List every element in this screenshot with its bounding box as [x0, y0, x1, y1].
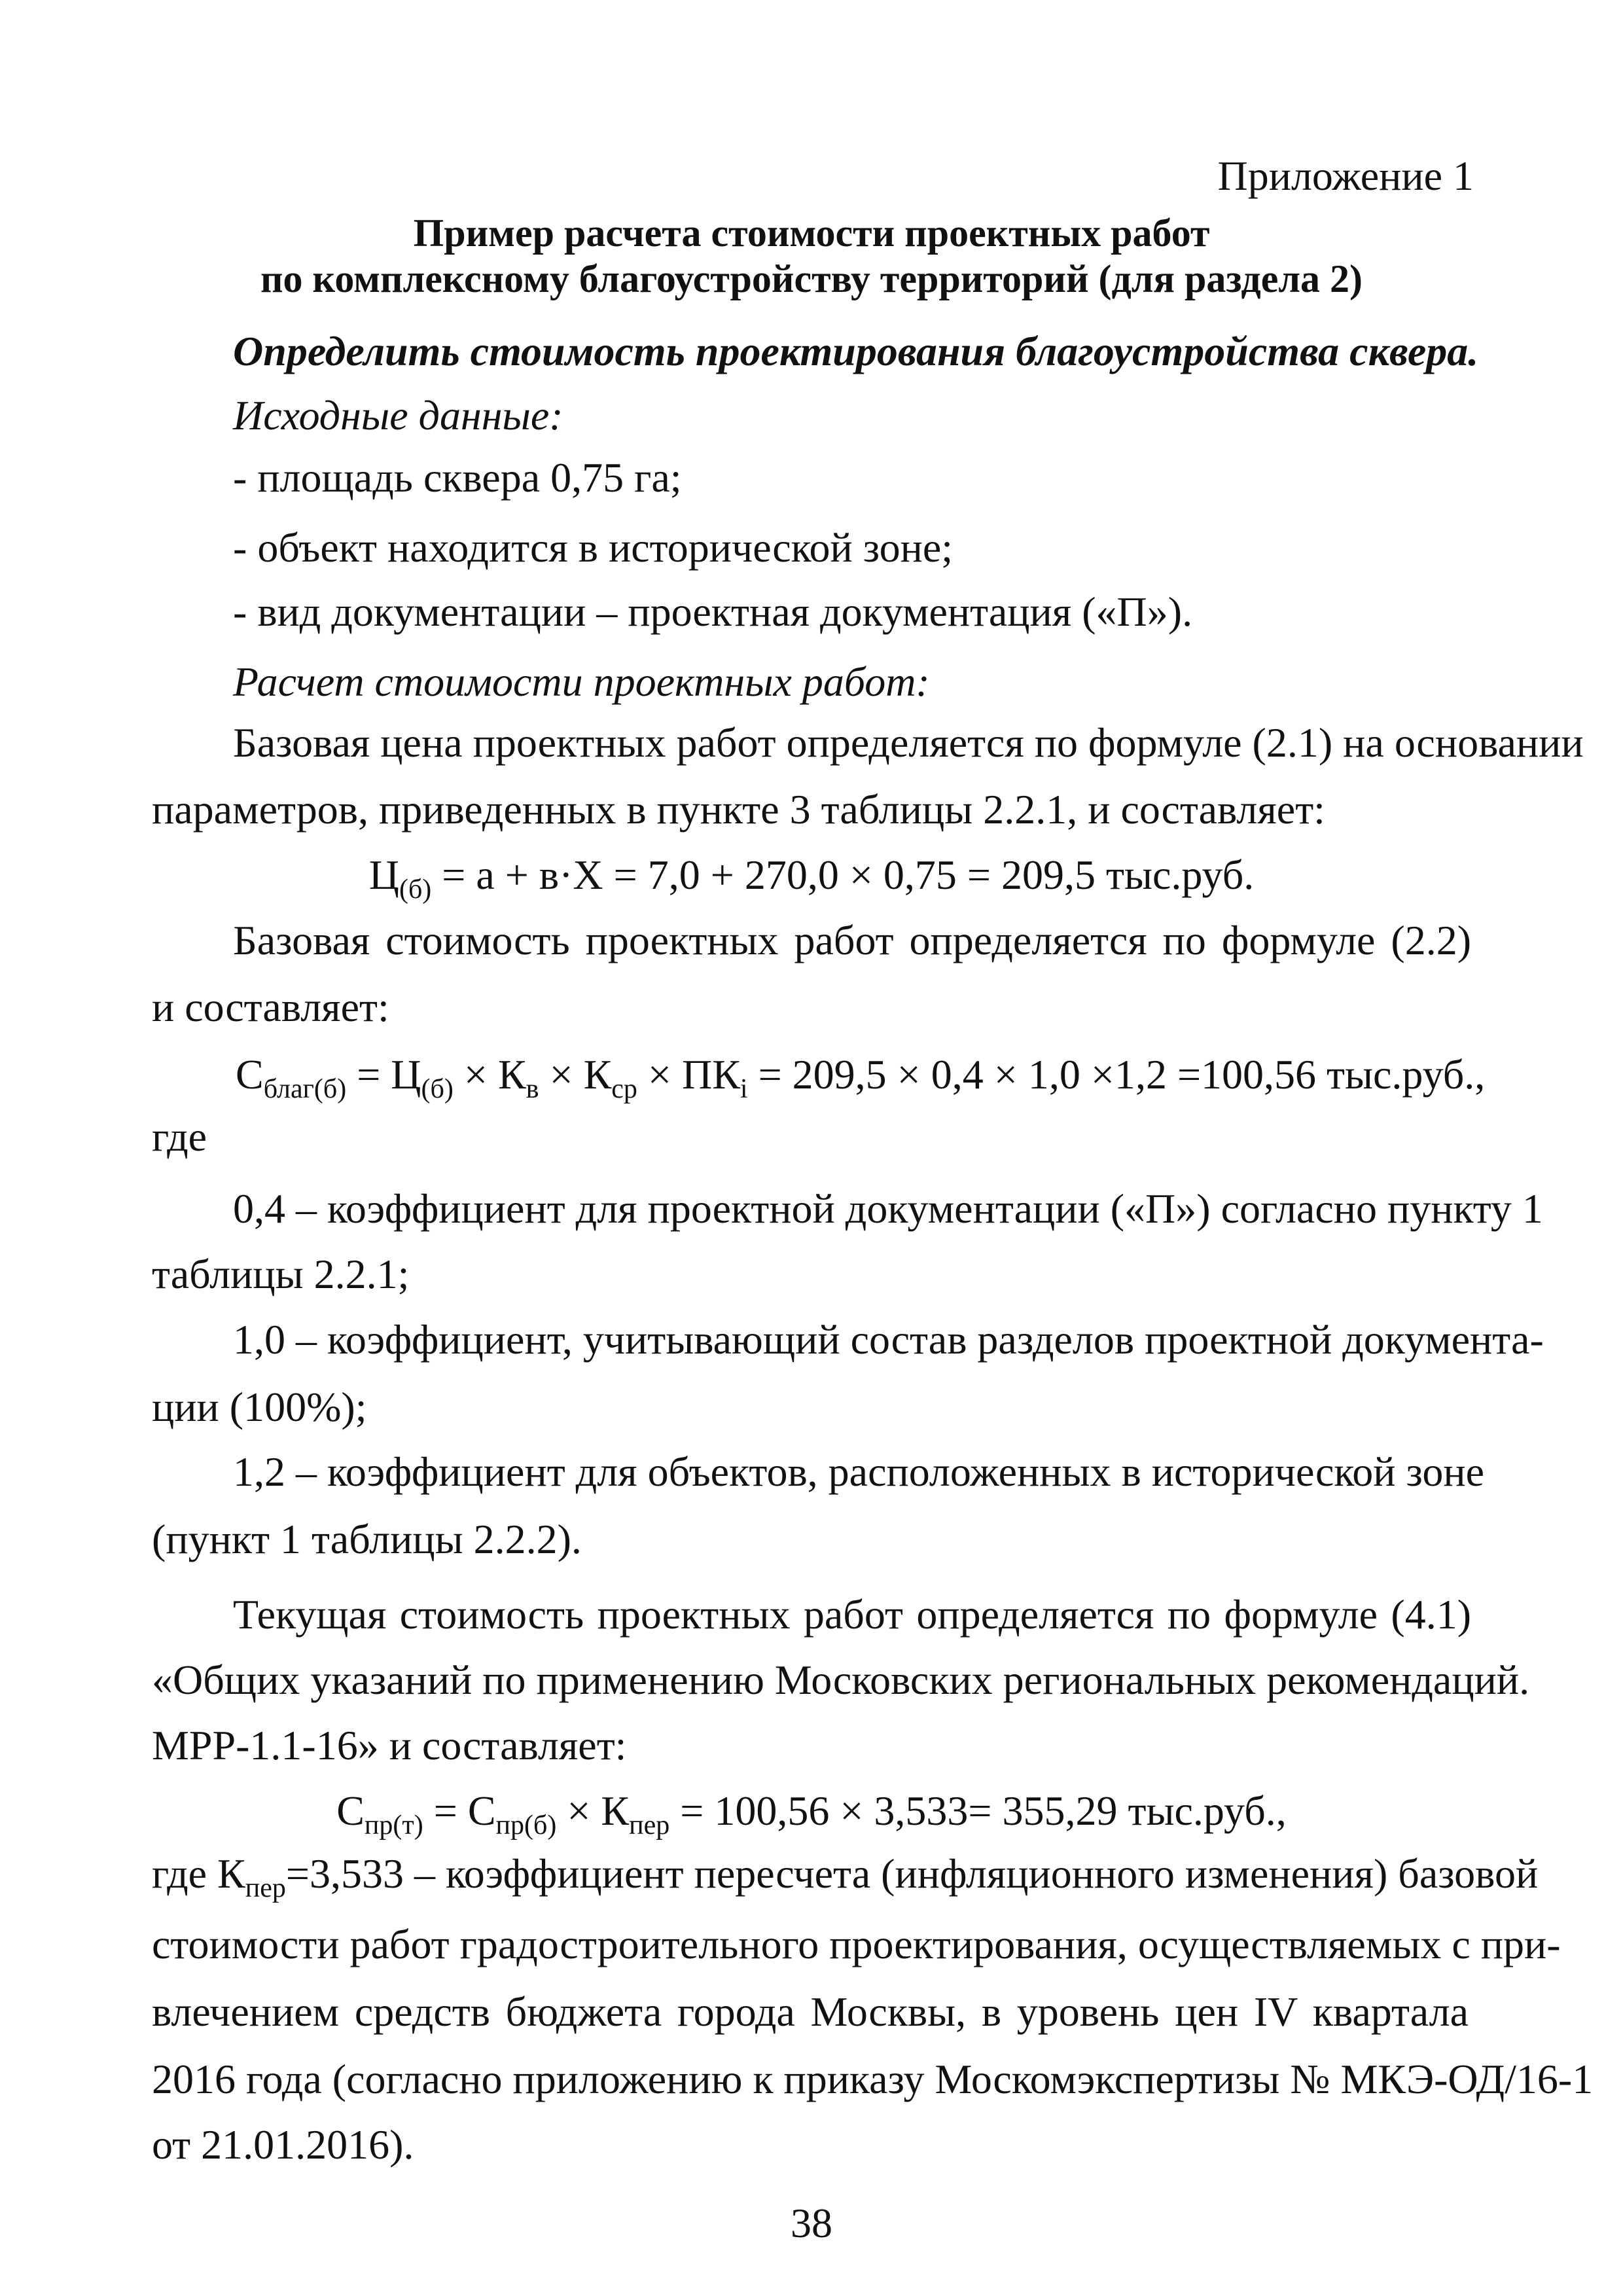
para3-line2: «Общих указаний по применению Московских региональных рекомендаций.: [152, 1657, 1530, 1703]
para3-line1: Текущая стоимость проектных работ определяется по формуле (4.1): [233, 1591, 1471, 1638]
coef3-line2: (пункт 1 таблицы 2.2.2).: [152, 1516, 582, 1562]
para4-line3: влечением средств бюджета города Москвы, в уровень цен IV квартала: [152, 1988, 1469, 2035]
para2-line1: Базовая стоимость проектных работ определяется по формуле (2.2): [233, 917, 1471, 963]
coef3-line1: 1,2 – коэффициент для объектов, расположенных в исторической зоне: [233, 1448, 1484, 1495]
formula2-part: × К: [539, 1051, 612, 1098]
calc-heading: Расчет стоимости проектных работ:: [233, 658, 930, 705]
coef2-line2: ции (100%);: [152, 1384, 367, 1430]
para1-line2: параметров, приведенных в пункте 3 таблицы 2.2.1, и составляет:: [152, 786, 1325, 833]
title-line-1: Пример расчета стоимости проектных работ: [413, 211, 1210, 255]
source-item-zone: - объект находится в исторической зоне;: [233, 524, 954, 571]
para4-line1-rest: =3,533 – коэффициент пересчета (инфляционного изменения) базовой: [285, 1850, 1539, 1897]
coef1-line2: таблицы 2.2.1;: [152, 1251, 410, 1297]
formula1-rhs: = а + в·Х = 7,0 + 270,0 × 0,75 = 209,5 тыс.руб.: [431, 852, 1255, 898]
formula3-part: × К: [556, 1787, 630, 1834]
para4-line4: 2016 года (согласно приложению к приказу Москомэкспертизы № МКЭ-ОД/16-1: [152, 2056, 1594, 2102]
para3-line3: МРР-1.1-16» и составляет:: [152, 1722, 627, 1768]
formula2-part: × ПК: [637, 1051, 740, 1098]
para2-line2: и составляет:: [152, 984, 389, 1030]
source-item-area: - площадь сквера 0,75 га;: [233, 454, 682, 501]
para4-text: где К: [152, 1850, 245, 1897]
title-line-2: по комплексному благоустройству территорий (для раздела 2): [260, 257, 1363, 300]
formula2-part: = 209,5 × 0,4 × 1,0 ×1,2 =100,56 тыс.руб.,: [747, 1051, 1486, 1098]
para4-line5: от 21.01.2016).: [152, 2121, 414, 2168]
formula2-sub: i: [740, 1074, 748, 1104]
formula2-part: = Ц: [346, 1051, 421, 1098]
where-label: где: [152, 1113, 207, 1160]
formula1-lhs: Ц: [368, 852, 399, 898]
task-statement: Определить стоимость проектирования благоустройства сквера.: [233, 328, 1479, 374]
para4-sub: пер: [245, 1873, 286, 1903]
para1-line1: Базовая цена проектных работ определяется по формуле (2.1) на основании: [233, 719, 1584, 766]
source-item-doc-type: - вид документации – проектная документация («П»).: [233, 588, 1193, 635]
formula2-part: С: [236, 1051, 264, 1098]
formula2-sub: (б): [421, 1074, 454, 1104]
formula-base-price: [0, 851, 1623, 905]
formula3-part: = 100,56 × 3,533= 355,29 тыс.руб.,: [669, 1787, 1287, 1834]
coef2-line1: 1,0 – коэффициент, учитывающий состав разделов проектной документа-: [233, 1316, 1544, 1363]
coef1-line1: 0,4 – коэффициент для проектной документации («П») согласно пункту 1: [233, 1185, 1543, 1232]
appendix-label: Приложение 1: [1217, 152, 1474, 199]
formula3-part: = С: [423, 1787, 496, 1834]
formula3-part: С: [336, 1787, 365, 1834]
para4-line1-start: [152, 1850, 286, 1903]
formula3-sub: пр(б): [495, 1810, 557, 1840]
formula2-part: × К: [453, 1051, 526, 1098]
formula2-sub: благ(б): [263, 1074, 347, 1104]
formula-current-cost: [0, 1787, 1623, 1840]
page-number: 38: [791, 2200, 832, 2246]
source-data-heading: Исходные данные:: [233, 392, 563, 439]
formula1-lhs-sub: (б): [399, 874, 432, 905]
formula2-sub: в: [526, 1074, 539, 1104]
formula2-sub: ср: [611, 1074, 637, 1104]
formula-base-cost: [236, 1050, 1486, 1104]
formula3-sub: пер: [629, 1810, 670, 1840]
formula3-sub: пр(т): [364, 1810, 423, 1840]
para4-line2: стоимости работ градостроительного проектирования, осуществляемых с при-: [152, 1921, 1561, 1967]
para4-line1: [152, 1850, 1539, 1903]
